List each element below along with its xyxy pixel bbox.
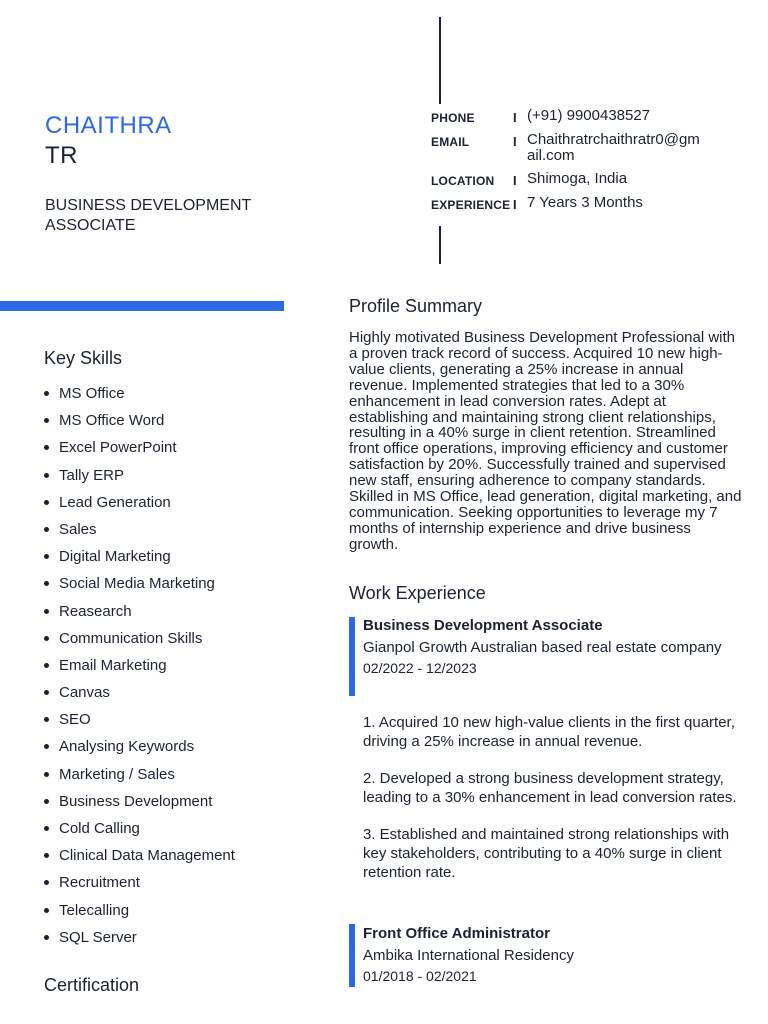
skill-item: Clinical Data Management <box>44 845 294 872</box>
experience-value: 7 Years 3 Months <box>527 194 643 211</box>
phone-value: (+91) 9900438527 <box>527 107 651 124</box>
skill-item: Sales <box>44 519 294 546</box>
key-skills-heading: Key Skills <box>44 348 123 368</box>
skill-item: MS Office <box>44 383 294 410</box>
header-divider-bottom <box>439 226 441 264</box>
job-role: Front Office Administrator <box>363 925 550 942</box>
job-company: Ambika International Residency <box>363 947 574 964</box>
accent-bar <box>0 301 284 311</box>
skill-item: Tally ERP <box>44 465 294 492</box>
job-accent-bar <box>349 617 355 696</box>
header-divider-top <box>439 17 441 104</box>
contact-key: LOCATION <box>431 174 495 188</box>
job-title: BUSINESS DEVELOPMENT ASSOCIATE <box>45 197 251 234</box>
skill-item: Recruitment <box>44 872 294 899</box>
contact-separator: I <box>513 110 517 125</box>
contact-key: EMAIL <box>431 135 470 149</box>
profile-summary-heading: Profile Summary <box>349 296 483 316</box>
job-achievements <box>363 713 748 900</box>
skill-item: Marketing / Sales <box>44 764 294 791</box>
skill-item: Analysing Keywords <box>44 736 294 763</box>
job-entry-1 <box>363 616 748 677</box>
achievement-item: 3. Established and maintained strong relationships with key stakeholders, contributing to a 40% surge in client retention rate. <box>363 826 730 881</box>
contact-email <box>431 132 751 164</box>
skill-item: SEO <box>44 709 294 736</box>
contact-separator: I <box>513 197 517 212</box>
achievement-item: 2. Developed a strong business development strategy, leading to a 30% enhancement in lead conversion rates. <box>363 770 737 806</box>
skill-item: Business Development <box>44 791 294 818</box>
job-role: Business Development Associate <box>363 617 603 634</box>
job-entry-2 <box>363 924 748 985</box>
job-accent-bar <box>349 924 355 987</box>
location-value: Shimoga, India <box>527 170 628 187</box>
contact-key: PHONE <box>431 111 475 125</box>
skill-item: Communication Skills <box>44 628 294 655</box>
contact-location <box>431 171 751 188</box>
skill-item: Canvas <box>44 682 294 709</box>
job-dates: 02/2022 - 12/2023 <box>363 660 477 676</box>
skill-item: Digital Marketing <box>44 546 294 573</box>
skill-item: Cold Calling <box>44 818 294 845</box>
first-name: CHAITHRA <box>45 112 172 139</box>
contact-phone <box>431 108 751 125</box>
skill-item: Telecalling <box>44 900 294 927</box>
email-value: Chaithratrchaithratr0@gmail.com <box>527 131 700 164</box>
skill-item: Email Marketing <box>44 655 294 682</box>
skill-item: Lead Generation <box>44 492 294 519</box>
job-dates: 01/2018 - 02/2021 <box>363 968 477 984</box>
achievement-item: 1. Acquired 10 new high-value clients in the first quarter, driving a 25% increase in annual revenue. <box>363 714 735 750</box>
last-name: TR <box>45 142 78 169</box>
contact-separator: I <box>513 134 517 149</box>
skill-item: Social Media Marketing <box>44 573 294 600</box>
skill-item: SQL Server <box>44 927 294 954</box>
skill-item: MS Office Word <box>44 410 294 437</box>
skills-list <box>44 383 294 954</box>
skill-item: Excel PowerPoint <box>44 437 294 464</box>
profile-summary-text: Highly motivated Business Development Professional with a proven track record of success. Acquired 10 new high-value clients, generating a 25% increase in annual revenue. Implemented strategies that led to a 30% enhancement in lead conversion rates. Adept at establishing and maintaining strong client relationships, resulting in a 40% surge in client retention. Streamlined front office operations, improving efficiency and customer satisfaction by 20%. Successfully trained and supervised new staff, ensuring adherence to company standards. Skilled in MS Office, lead generation, digital marketing, and communication. Seeking opportunities to leverage my 7 months of internship experience and drive business growth. <box>349 329 742 553</box>
contact-key: EXPERIENCE <box>431 198 511 212</box>
job-company: Gianpol Growth Australian based real estate company <box>363 639 722 656</box>
skill-item: Reasearch <box>44 601 294 628</box>
certification-heading: Certification <box>44 975 140 995</box>
work-experience-heading: Work Experience <box>349 583 486 603</box>
contact-details <box>431 108 751 219</box>
contact-separator: I <box>513 173 517 188</box>
contact-experience <box>431 195 751 212</box>
